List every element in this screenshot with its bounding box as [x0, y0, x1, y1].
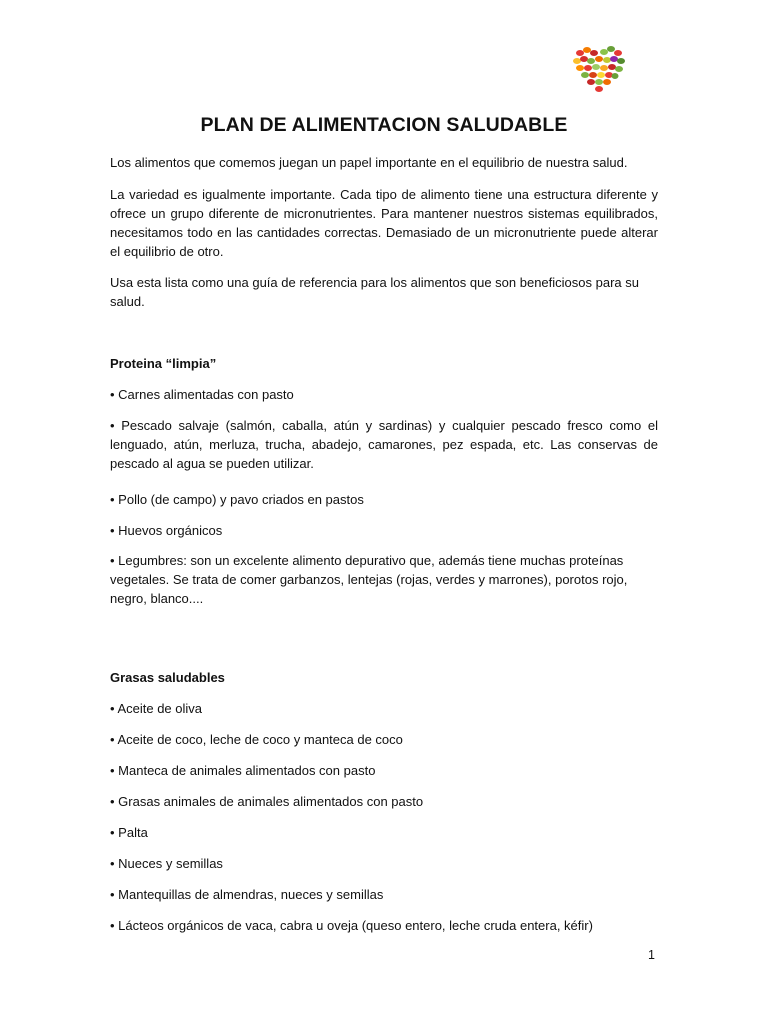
list-item: • Lácteos orgánicos de vaca, cabra u oveja (queso entero, leche cruda entera, kéfir)	[110, 918, 593, 933]
heart-of-fruits-and-vegetables-icon	[572, 44, 626, 94]
page-number: 1	[648, 948, 655, 962]
section-heading-healthy-fats: Grasas saludables	[110, 670, 225, 685]
section-heading-protein: Proteina “limpia”	[110, 356, 217, 371]
list-item: • Huevos orgánicos	[110, 523, 223, 538]
document-title: PLAN DE ALIMENTACION SALUDABLE	[200, 114, 568, 136]
intro-paragraph: Usa esta lista como una guía de referencia para los alimentos que son beneficiosos para su salud.	[110, 275, 639, 309]
list-item: • Grasas animales de animales alimentados con pasto	[110, 794, 424, 809]
intro-paragraph: Los alimentos que comemos juegan un papel importante en el equilibrio de nuestra salud.	[110, 155, 628, 170]
list-item: • Carnes alimentadas con pasto	[110, 387, 294, 402]
list-item: • Nueces y semillas	[110, 856, 223, 871]
list-item: • Palta	[110, 825, 148, 840]
list-item: • Manteca de animales alimentados con pasto	[110, 763, 376, 778]
list-item: • Mantequillas de almendras, nueces y semillas	[110, 887, 384, 902]
list-item: • Aceite de oliva	[110, 701, 202, 716]
list-item: • Legumbres: son un excelente alimento depurativo que, además tiene muchas proteínas vegetales. Se trata de comer garbanzos, lentejas (rojas, verdes y marrones), porotos rojo, negro, blanco....	[110, 553, 628, 606]
intro-paragraph: La variedad es igualmente importante. Cada tipo de alimento tiene una estructura diferente y ofrece un grupo diferente de micronutrientes. Para mantener nuestros sistemas equilibrados, necesitamos todo en las cantidades correctas. Demasiado de un micronutriente puede alterar el equilibrio de otro.	[110, 187, 658, 259]
document-body	[110, 153, 658, 935]
list-item: • Pescado salvaje (salmón, caballa, atún y sardinas) y cualquier pescado fresco como el lenguado, atún, merluza, trucha, abadejo, camarones, pez espada, etc. Las conservas de pescado al agua se pueden utilizar.	[110, 418, 658, 471]
list-item: • Aceite de coco, leche de coco y manteca de coco	[110, 732, 403, 747]
list-item: • Pollo (de campo) y pavo criados en pastos	[110, 492, 364, 507]
